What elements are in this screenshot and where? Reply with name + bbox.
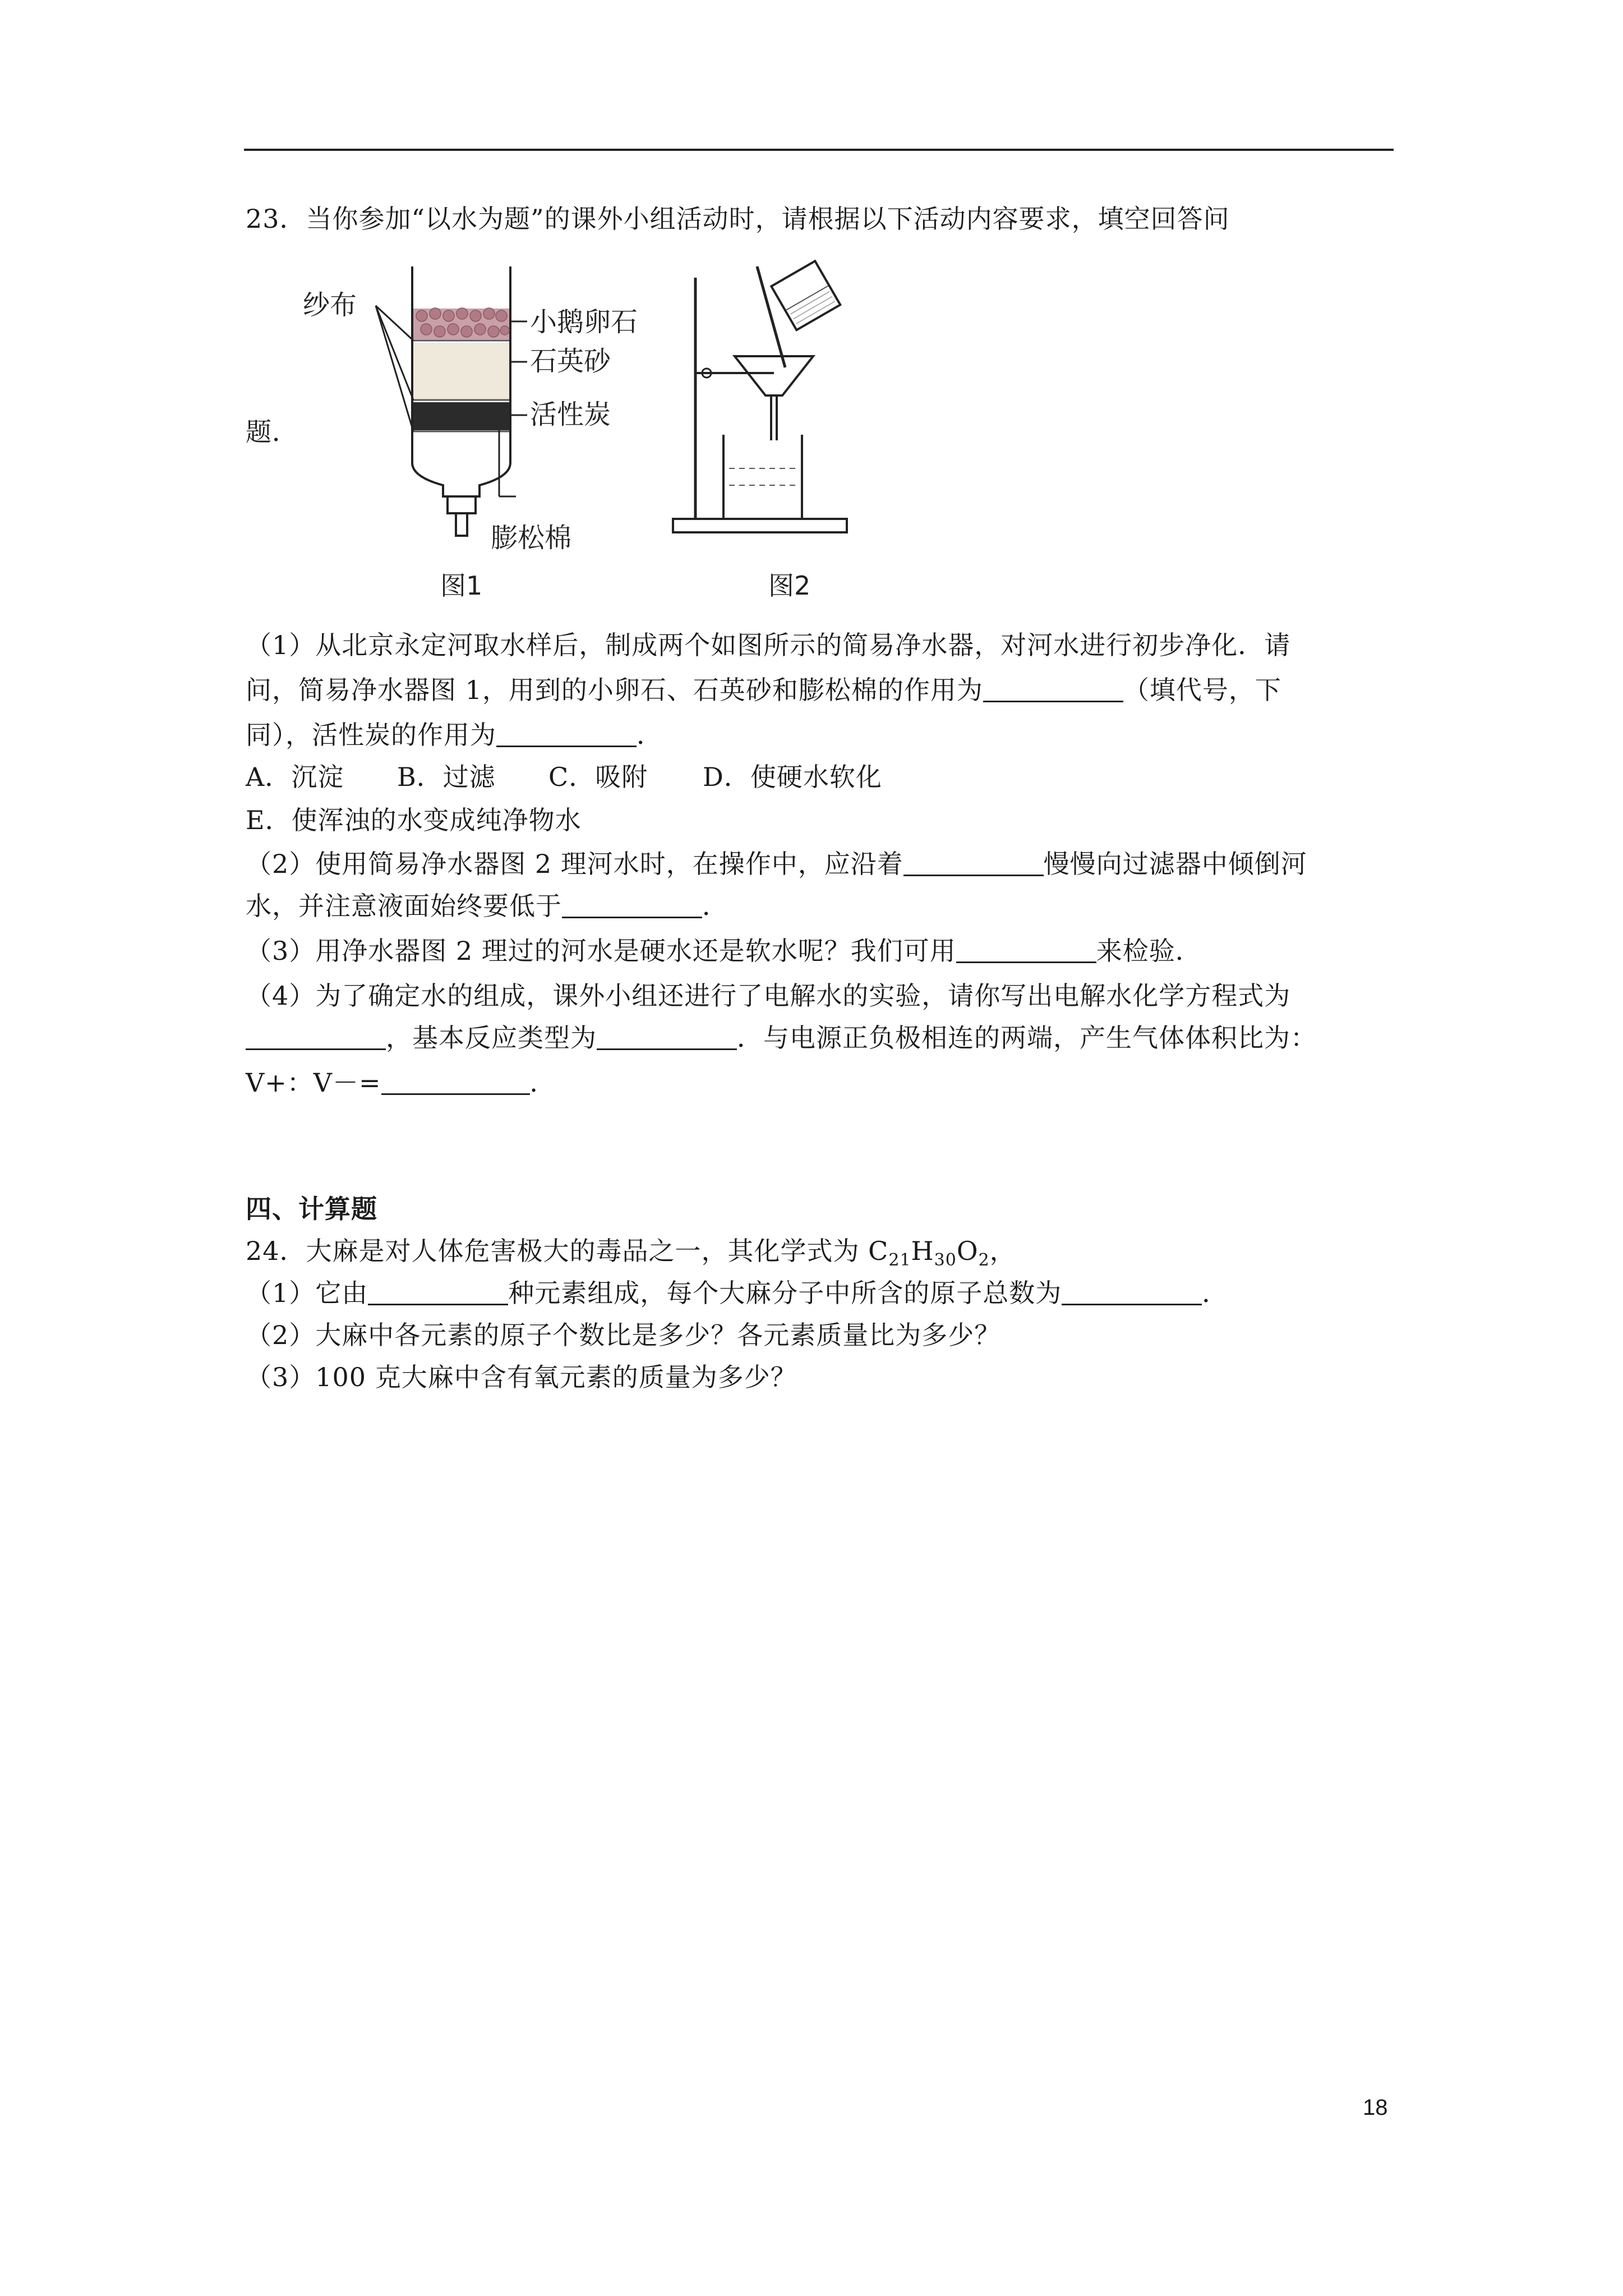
section-title: 四、计算题	[246, 1194, 377, 1224]
q23-part1-line2: 问，简易净水器图 1，用到的小卵石、石英砂和膨松棉的作用为 （填代号，下	[246, 675, 1281, 705]
q23-stem-line1: 23．当你参加“以水为题”的课外小组活动时，请根据以下活动内容要求，填空回答问	[246, 204, 1230, 234]
q23-part1-line3: 同），活性炭的作用为 ．	[246, 720, 663, 750]
label-pebble: 小鹅卵石	[530, 306, 638, 338]
answer-blank-6[interactable]	[246, 1022, 386, 1050]
answer-blank-2[interactable]	[496, 719, 637, 747]
figure1-caption: 图1	[440, 570, 483, 601]
label-carbon: 活性炭	[530, 399, 611, 430]
q23-options-row1	[246, 760, 882, 794]
label-cotton: 膨松棉	[491, 522, 572, 554]
q23-part4-line3: V+：V－= ．	[246, 1068, 556, 1098]
option-a: A．沉淀	[246, 762, 344, 792]
page-number: 18	[1363, 2095, 1388, 2120]
answer-blank-7[interactable]	[597, 1022, 737, 1050]
answer-blank-8[interactable]	[381, 1066, 530, 1095]
q23-part4-line2: ，基本反应类型为 ．与电源正负极相连的两端，产生气体体积比为：	[246, 1021, 1317, 1055]
q23-part2-line2: 水，并注意液面始终要低于 ．	[246, 891, 728, 921]
option-c: C．吸附	[548, 762, 648, 792]
q23-part1-line1: （1）从北京永定河取水样后，制成两个如图所示的简易净水器，对河水进行初步净化．请	[246, 630, 1291, 660]
option-d: D．使硬水软化	[703, 762, 882, 792]
figure2-caption: 图2	[768, 570, 811, 601]
answer-blank-9[interactable]	[368, 1277, 508, 1305]
answer-blank-5[interactable]	[956, 935, 1096, 963]
label-gauze: 纱布	[303, 289, 357, 321]
answer-blank-1[interactable]	[983, 674, 1123, 702]
q23-part3: （3）用净水器图 2 理过的河水是硬水还是软水呢？我们可用 来检验．	[246, 936, 1202, 966]
answer-blank-10[interactable]	[1062, 1277, 1202, 1305]
q23-stem-line2: 题．	[246, 417, 298, 447]
q23-options-row2	[246, 803, 582, 837]
label-quartz: 石英砂	[530, 346, 611, 377]
q24-part1: （1）它由 种元素组成，每个大麻分子中所含的原子总数为 ．	[246, 1278, 1229, 1308]
q24-part2: （2）大麻中各元素的原子个数比是多少？各元素质量比为多少？	[246, 1320, 1001, 1350]
q23-part2-line1: （2）使用简易净水器图 2 理河水时，在操作中，应沿着 慢慢向过滤器中倾倒河	[246, 849, 1307, 879]
option-b: B．过滤	[397, 762, 496, 792]
q24-part3: （3）100 克大麻中含有氧元素的质量为多少？	[246, 1362, 797, 1392]
header-rule	[244, 149, 1394, 151]
option-e: E．使浑浊的水变成纯净物水	[246, 805, 582, 835]
answer-blank-3[interactable]	[903, 848, 1044, 876]
figure2-filtration	[673, 261, 847, 601]
figure1-purifier	[303, 266, 638, 601]
q24-stem: 24．大麻是对人体危害极大的毒品之一，其化学式为 $C_{21}H_{30}O_2$，	[246, 1236, 1016, 1270]
q23-part4-line1: （4）为了确定水的组成，课外小组还进行了电解水的实验，请你写出电解水化学方程式为	[246, 981, 1291, 1011]
answer-blank-4[interactable]	[562, 890, 702, 918]
q23-figure	[297, 255, 858, 620]
